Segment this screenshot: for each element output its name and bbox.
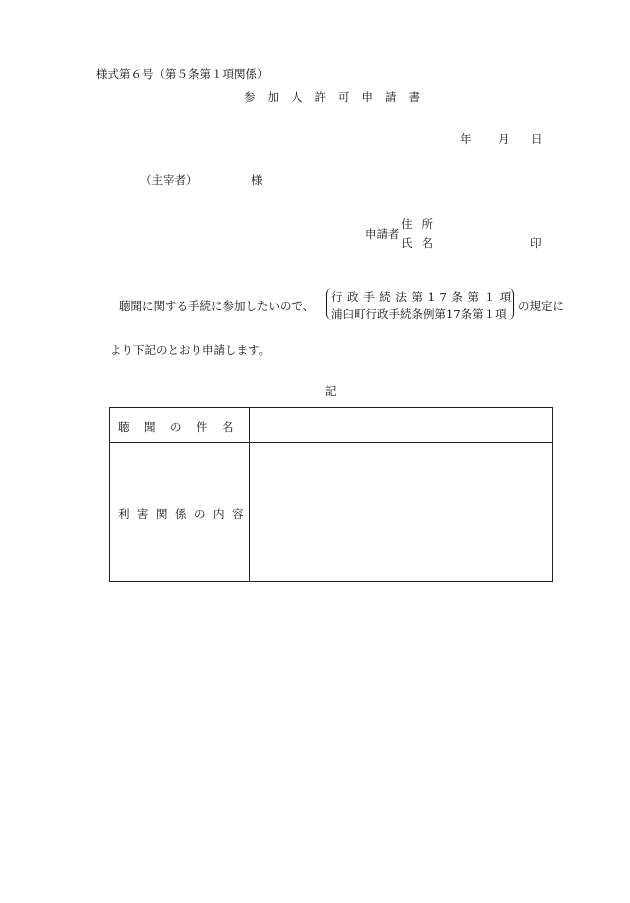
form-number: 様式第６号（第５条第１項関係） <box>96 67 269 81</box>
law-option-2: 浦臼町行政手続条例第17条第１項 <box>331 307 507 321</box>
law-option-1: 行政手続法第17条第１項 <box>331 290 516 304</box>
table-column-divider <box>249 408 250 581</box>
table-row-divider <box>110 442 552 443</box>
date-year-label: 年 <box>460 132 472 146</box>
body-text-lead: 聴聞に関する手続に参加したいので、 <box>119 299 315 313</box>
seal-label: 印 <box>530 236 542 250</box>
application-table <box>109 407 553 582</box>
address-label: 住所 <box>401 217 442 231</box>
name-label: 氏名 <box>401 236 442 250</box>
date-month-label: 月 <box>498 132 510 146</box>
body-text-tail: の規定に <box>518 299 564 313</box>
interest-content-label: 利害関係の内容 <box>118 507 251 521</box>
date-day-label: 日 <box>531 132 543 146</box>
page-title: 参加人許可申請書 <box>244 90 432 104</box>
hearing-title-label: 聴聞の件名 <box>118 420 248 434</box>
organizer-label: （主宰者） <box>140 173 198 187</box>
applicant-label: 申請者 <box>365 227 400 241</box>
organizer-honorific: 様 <box>251 173 263 187</box>
ki-heading: 記 <box>325 384 337 398</box>
body-text-line-2: より下記のとおり申請します。 <box>110 343 271 357</box>
